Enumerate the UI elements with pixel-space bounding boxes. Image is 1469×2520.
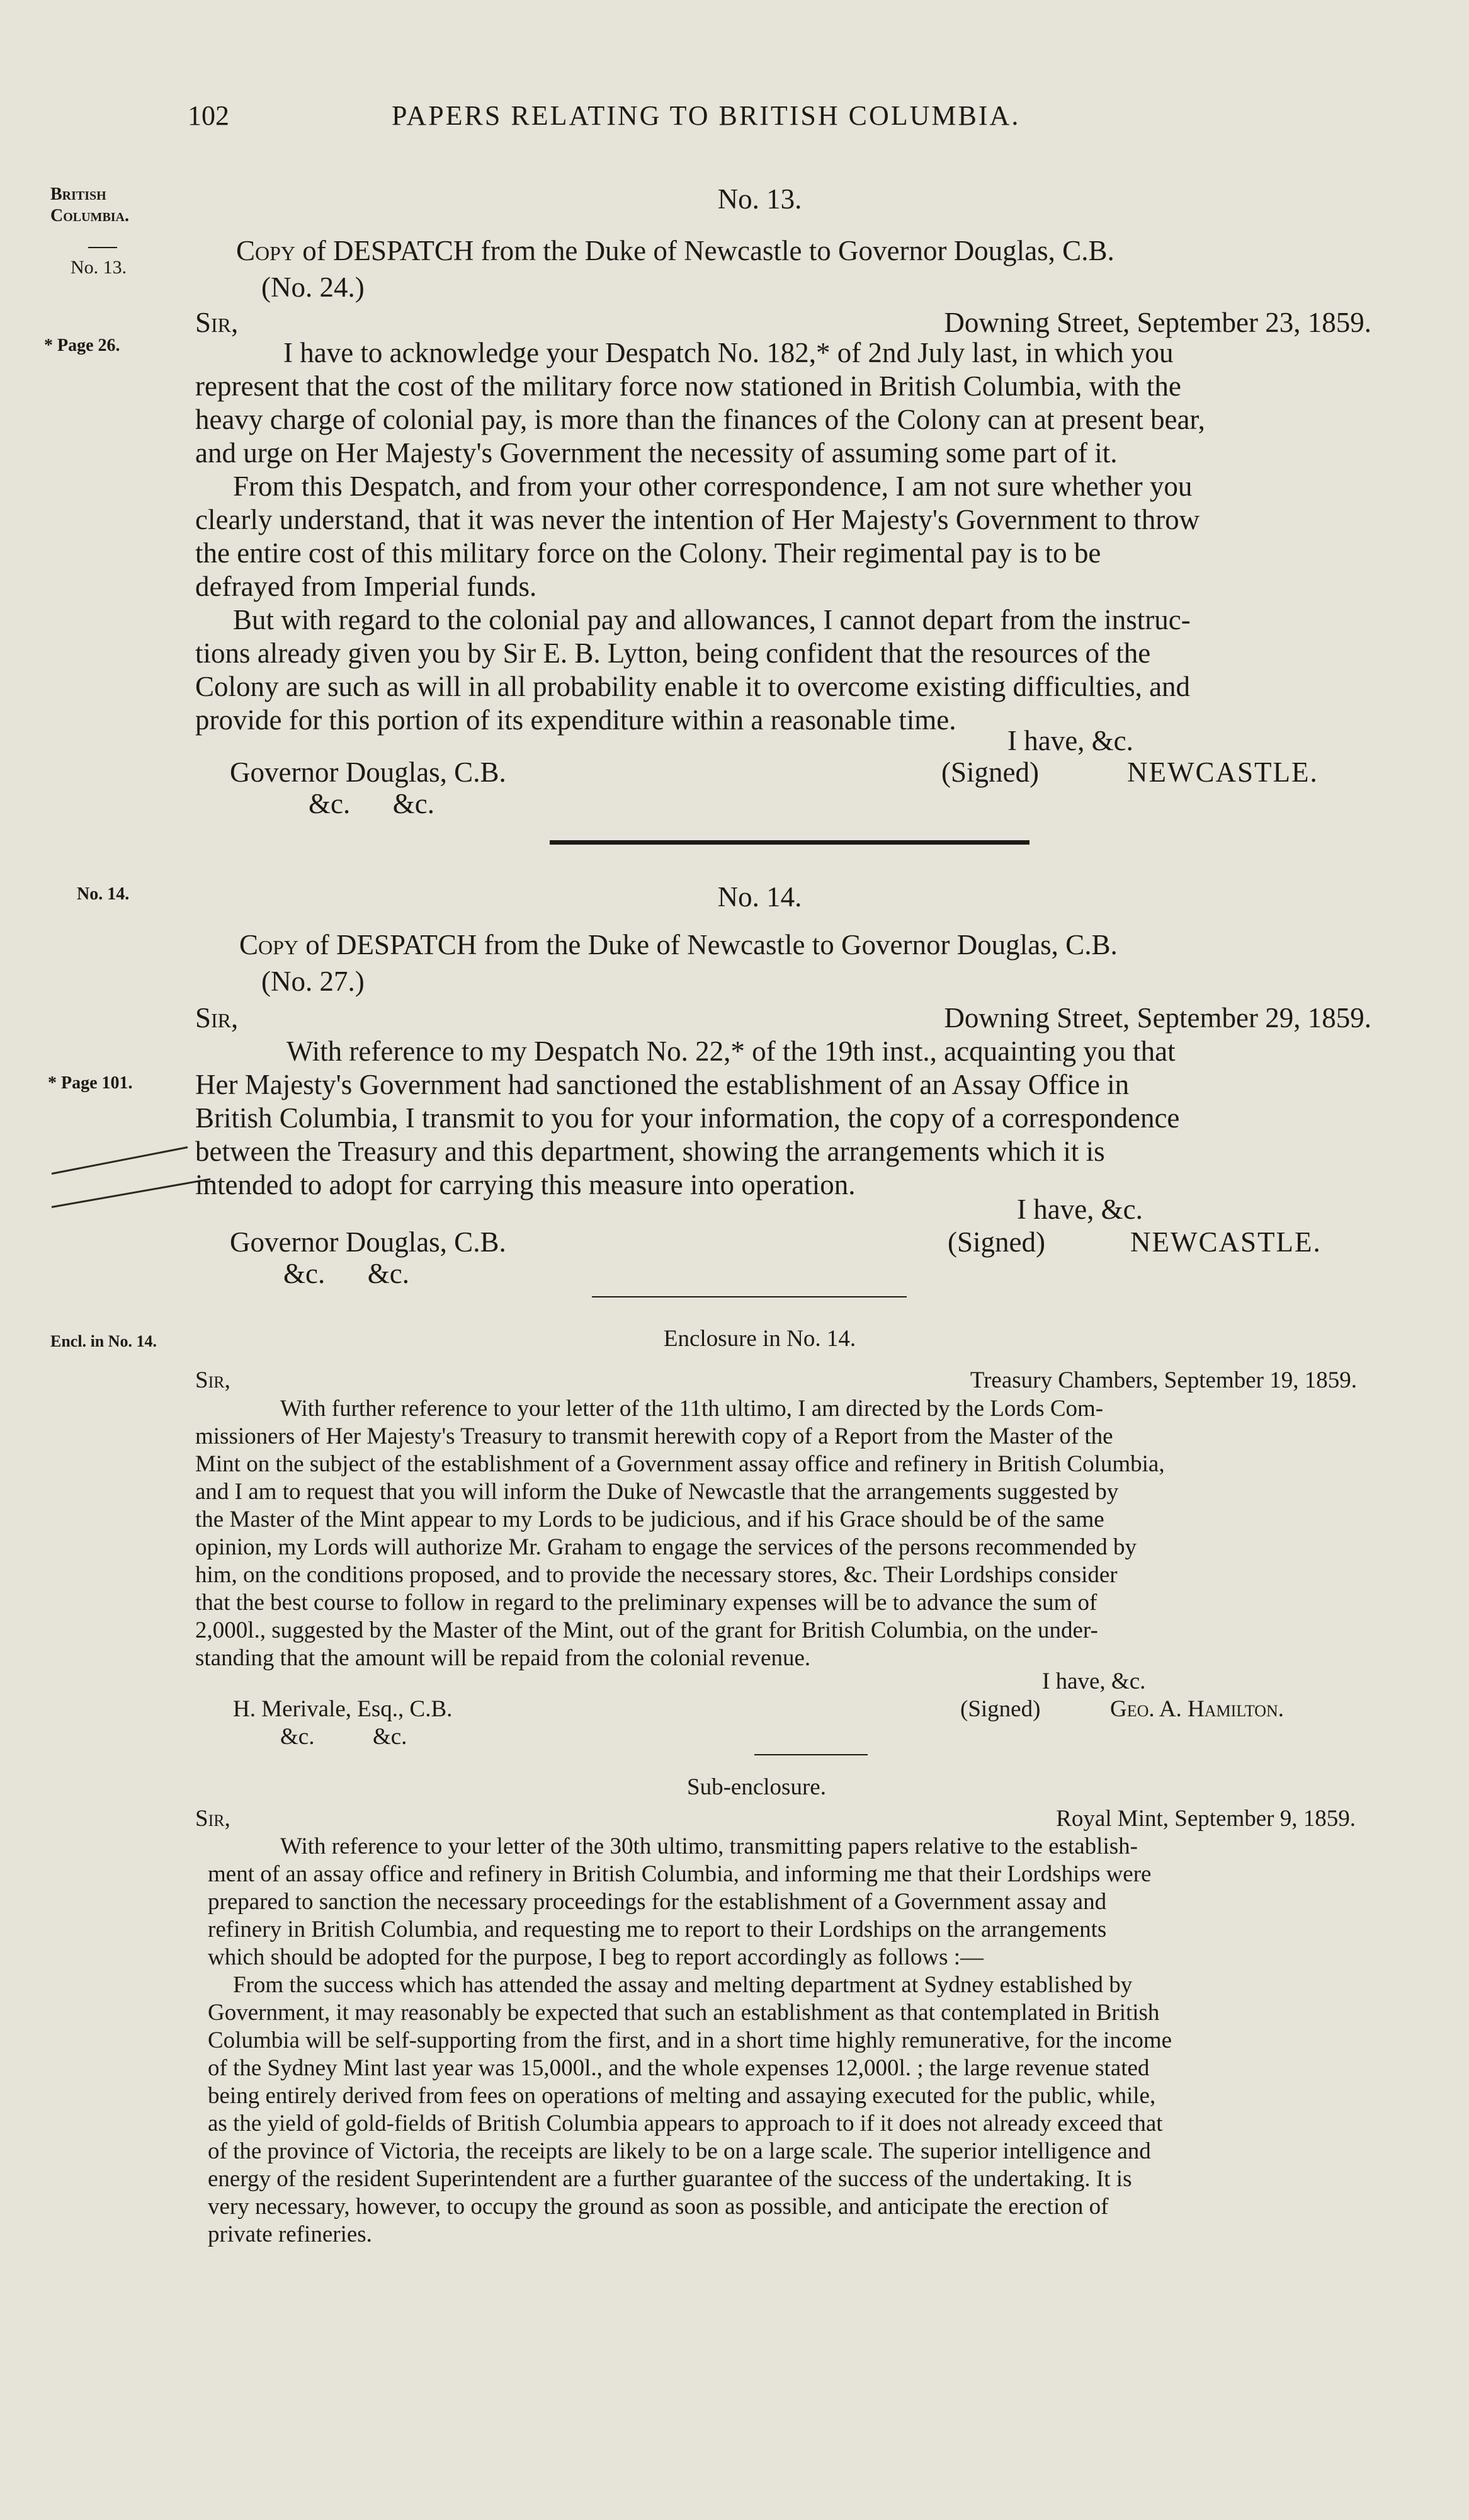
subenclosure-line: as the yield of gold-fields of British Columbia appears to approach to if it does not already exceed that — [208, 2111, 1163, 2136]
despatch-14-number: No. 14. — [717, 881, 802, 913]
despatch-13-line: and urge on Her Majesty's Government the necessity of assuming some part of it. — [195, 437, 1118, 469]
despatch-14-salutation: Sir, — [195, 1002, 239, 1034]
running-title: PAPERS RELATING TO BRITISH COLUMBIA. — [392, 100, 1021, 131]
subenclosure-line: Government, it may reasonably be expected that such an establishment as that contemplated in British — [208, 2000, 1160, 2026]
despatch-13-salutation: Sir, — [195, 307, 239, 338]
despatch-13-line: defrayed from Imperial funds. — [195, 571, 537, 602]
despatch-13-line: provide for this portion of its expenditure within a reasonable time. — [195, 704, 956, 736]
despatch-13-addressee: Governor Douglas, C.B. — [230, 756, 506, 788]
enclosure-line: and I am to request that you will inform the Duke of Newcastle that the arrangements suggested by — [195, 1479, 1119, 1505]
pen-mark — [52, 1146, 188, 1175]
subenclosure-title: Sub-enclosure. — [687, 1774, 826, 1800]
despatch-13-signatory: NEWCASTLE. — [1127, 756, 1319, 788]
despatch-14-ref: (No. 27.) — [261, 966, 365, 997]
despatch-13-etc: &c. &c. — [309, 788, 434, 819]
despatch-13-line: clearly understand, that it was never the intention of Her Majesty's Government to throw — [195, 504, 1200, 535]
enclosure-etc: &c. &c. — [280, 1724, 407, 1750]
enclosure-line: him, on the conditions proposed, and to provide the necessary stores, &c. Their Lordships consider — [195, 1562, 1118, 1588]
enclosure-line: opinion, my Lords will authorize Mr. Graham to engage the services of the persons recommended by — [195, 1534, 1137, 1560]
despatch-14-line: British Columbia, I transmit to you for your information, the copy of a correspondence — [195, 1102, 1180, 1134]
page-number: 102 — [188, 100, 229, 131]
subenclosure-line: of the Sydney Mint last year was 15,000l., and the whole expenses 12,000l. ; the large revenue stated — [208, 2055, 1150, 2081]
subenclosure-place-date: Royal Mint, September 9, 1859. — [1056, 1806, 1356, 1832]
margin-encl: Encl. in No. 14. — [50, 1332, 157, 1350]
subenclosure-line: prepared to sanction the necessary proceedings for the establishment of a Government assay and — [208, 1889, 1107, 1915]
despatch-13-heading — [236, 234, 1115, 267]
subenclosure-line: very necessary, however, to occupy the ground as soon as possible, and anticipate the erection of — [208, 2194, 1109, 2220]
subenclosure-line: With reference to your letter of the 30th ultimo, transmitting papers relative to the establish- — [280, 1833, 1138, 1859]
subenclosure-line: refinery in British Columbia, and requesting me to report to their Lordships on the arrangements — [208, 1917, 1107, 1942]
despatch-14-line: Her Majesty's Government had sanctioned the establishment of an Assay Office in — [195, 1069, 1130, 1100]
despatch-13-line: From this Despatch, and from your other correspondence, I am not sure whether you — [233, 470, 1193, 502]
margin-no14: No. 14. — [77, 884, 130, 904]
despatch-13-line: Colony are such as will in all probability enable it to overcome existing difficulties, and — [195, 671, 1191, 702]
enclosure-line: 2,000l., suggested by the Master of the Mint, out of the grant for British Columbia, on the under- — [195, 1617, 1098, 1643]
margin-dash — [88, 247, 117, 248]
despatch-14-addressee: Governor Douglas, C.B. — [230, 1226, 506, 1258]
despatch-13-line: represent that the cost of the military force now stationed in British Columbia, with the — [195, 370, 1181, 402]
enclosure-closing: I have, &c. — [1042, 1668, 1146, 1694]
margin-columbia: Columbia. — [50, 206, 130, 225]
subenclosure-line: Columbia will be self-supporting from the first, and in a short time highly remunerative, for the income — [208, 2027, 1172, 2053]
subenclosure-salutation: Sir, — [195, 1806, 230, 1832]
enclosure-line: With further reference to your letter of the 11th ultimo, I am directed by the Lords Com- — [280, 1396, 1104, 1422]
enclosure-signed: (Signed) — [960, 1696, 1041, 1722]
despatch-13-line: But with regard to the colonial pay and allowances, I cannot depart from the instruc- — [233, 604, 1191, 636]
despatch-14-etc: &c. &c. — [283, 1258, 409, 1289]
despatch-13-line: tions already given you by Sir E. B. Lytton, being confident that the resources of the — [195, 637, 1151, 669]
enclosure-place-date: Treasury Chambers, September 19, 1859. — [970, 1367, 1357, 1393]
despatch-13-line: the entire cost of this military force on the Colony. Their regimental pay is to be — [195, 537, 1101, 569]
subenclosure-line: private refineries. — [208, 2221, 372, 2247]
section-divider — [550, 840, 1029, 845]
enclosure-line: standing that the amount will be repaid from the colonial revenue. — [195, 1645, 811, 1671]
heading-rest: of DESPATCH from the Duke of Newcastle to Governor Douglas, C.B. — [305, 929, 1118, 961]
enclosure-salutation: Sir, — [195, 1367, 230, 1393]
margin-page101: * Page 101. — [48, 1073, 133, 1093]
despatch-14-heading — [239, 928, 1118, 961]
despatch-14-signed: (Signed) — [948, 1226, 1045, 1258]
subenclosure-line: of the province of Victoria, the receipts are likely to be on a large scale. The superior intelligence and — [208, 2138, 1151, 2164]
despatch-14-line: intended to adopt for carrying this measure into operation. — [195, 1169, 856, 1200]
subenclosure-line: being entirely derived from fees on operations of melting and assaying executed for the public, while, — [208, 2083, 1156, 2109]
despatch-14-signatory: NEWCASTLE. — [1130, 1226, 1322, 1258]
enclosure-title: Enclosure in No. 14. — [663, 1326, 856, 1352]
subenclosure-line: which should be adopted for the purpose, I beg to report accordingly as follows :— — [208, 1944, 984, 1970]
enclosure-line: that the best course to follow in regard to the preliminary expenses will be to advance the sum of — [195, 1590, 1097, 1616]
despatch-13-closing: I have, &c. — [1007, 725, 1133, 756]
enclosure-addressee: H. Merivale, Esq., C.B. — [233, 1696, 453, 1722]
enclosure-line: the Master of the Mint appear to my Lords to be judicious, and if his Grace should be of the same — [195, 1507, 1104, 1532]
enclosure-line: missioners of Her Majesty's Treasury to transmit herewith copy of a Report from the Master of the — [195, 1423, 1113, 1449]
margin-page26: * Page 26. — [44, 336, 120, 355]
subenclosure-line: energy of the resident Superintendent are a further guarantee of the success of the undertaking. It is — [208, 2166, 1132, 2192]
despatch-14-place-date: Downing Street, September 29, 1859. — [944, 1002, 1371, 1034]
despatch-13-place-date: Downing Street, September 23, 1859. — [944, 307, 1371, 338]
section-divider — [754, 1754, 868, 1755]
subenclosure-line: ment of an assay office and refinery in British Columbia, and informing me that their Lordships were — [208, 1861, 1152, 1887]
despatch-14-line: between the Treasury and this department, showing the arrangements which it is — [195, 1136, 1105, 1167]
heading-copy: Copy — [236, 235, 296, 266]
despatch-13-number: No. 13. — [717, 183, 802, 215]
margin-no13: No. 13. — [71, 257, 127, 278]
despatch-13-line: I have to acknowledge your Despatch No. 182,* of 2nd July last, in which you — [283, 337, 1174, 368]
enclosure-line: Mint on the subject of the establishment of a Government assay office and refinery in British Columbia, — [195, 1451, 1165, 1477]
subenclosure-line: From the success which has attended the assay and melting department at Sydney established by — [233, 1972, 1133, 1998]
margin-british: British — [50, 185, 106, 204]
despatch-14-line: With reference to my Despatch No. 22,* of the 19th inst., acquainting you that — [286, 1035, 1176, 1067]
pen-mark — [52, 1178, 211, 1208]
despatch-13-ref: (No. 24.) — [261, 271, 365, 303]
despatch-13-signed: (Signed) — [941, 756, 1039, 788]
despatch-13-line: heavy charge of colonial pay, is more than the finances of the Colony can at present bear, — [195, 404, 1205, 435]
heading-copy: Copy — [239, 929, 299, 961]
enclosure-signatory: Geo. A. Hamilton. — [1110, 1696, 1285, 1722]
despatch-14-closing: I have, &c. — [1017, 1194, 1143, 1225]
section-divider — [592, 1296, 907, 1297]
heading-rest: of DESPATCH from the Duke of Newcastle to Governor Douglas, C.B. — [302, 235, 1115, 266]
